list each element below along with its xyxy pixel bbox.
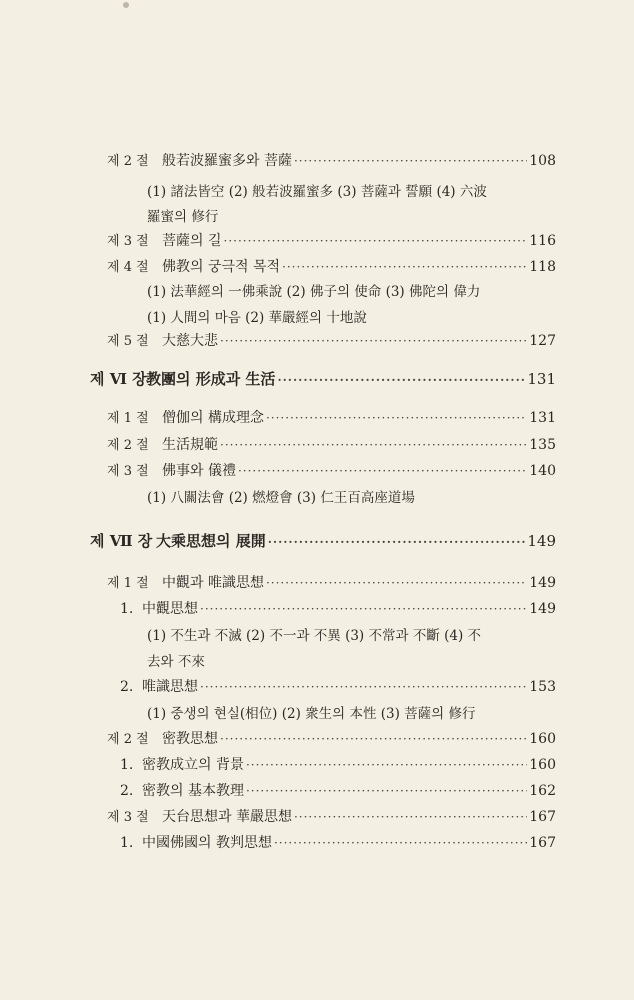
- dot-leader: [224, 234, 528, 248]
- entry-page: 116: [529, 233, 556, 249]
- toc-entry-subsection[interactable]: [0, 676, 634, 696]
- dot-leader: [200, 680, 527, 694]
- toc-entry-section[interactable]: [0, 728, 634, 748]
- entry-title: 般若波羅蜜多와 菩薩: [162, 153, 292, 169]
- dot-leader: [268, 535, 526, 549]
- entry-page: 167: [529, 809, 556, 825]
- entry-page: 135: [529, 437, 556, 453]
- toc-entry-subsection[interactable]: [0, 780, 634, 800]
- entry-page: 118: [529, 259, 556, 275]
- entry-label: 제 1 절: [107, 411, 149, 426]
- dot-leader: [246, 758, 527, 772]
- page-corner-mark: [123, 2, 129, 8]
- toc-entry-section[interactable]: [0, 460, 634, 480]
- entry-title: 天台思想과 華嚴思想: [162, 809, 292, 825]
- dot-leader: [200, 602, 527, 616]
- entry-subtopics: (1) 중생의 현실(相位) (2) 衆生의 本性 (3) 菩薩의 修行: [147, 706, 476, 722]
- entry-title: 密教思想: [162, 731, 218, 747]
- entry-title: 佛教의 궁극적 목적: [162, 259, 281, 275]
- entry-page: 160: [529, 731, 556, 747]
- entry-page: 140: [529, 463, 556, 479]
- entry-label: 제 2 절: [107, 154, 149, 169]
- toc-entry-section[interactable]: [0, 230, 634, 250]
- entry-subtopics: (1) 不生과 不滅 (2) 不一과 不異 (3) 不常과 不斷 (4) 不: [147, 628, 482, 644]
- entry-subtopics: (1) 法華經의 一佛乘說 (2) 佛子의 使命 (3) 佛陀의 偉力: [147, 284, 481, 300]
- entry-page: 160: [529, 757, 556, 773]
- entry-label: 제 2 절: [107, 438, 149, 453]
- entry-label: 제 Ⅵ 장: [90, 370, 147, 388]
- entry-label: 제 3 절: [107, 810, 149, 825]
- entry-title: 密教成立의 背景: [142, 757, 244, 773]
- entry-title: 教團의 形成과 生活: [146, 370, 276, 388]
- dot-leader: [294, 810, 527, 824]
- entry-page: 149: [527, 532, 556, 550]
- toc-entry-section[interactable]: [0, 806, 634, 826]
- entry-page: 108: [529, 153, 556, 169]
- dot-leader: [277, 373, 525, 387]
- toc-entry-subsection[interactable]: [0, 754, 634, 774]
- entry-page: 162: [529, 783, 556, 799]
- entry-title: 中觀思想: [142, 601, 198, 617]
- entry-title: 菩薩의 길: [162, 233, 222, 249]
- entry-page: 127: [529, 333, 556, 349]
- entry-label: 제 2 절: [107, 732, 149, 747]
- entry-page: 149: [529, 575, 556, 591]
- entry-page: 149: [529, 601, 556, 617]
- entry-page: 153: [529, 679, 556, 695]
- entry-title: 僧伽의 構成理念: [162, 410, 264, 426]
- toc-entry-section[interactable]: [0, 407, 634, 427]
- toc-entry-section[interactable]: [0, 434, 634, 454]
- entry-title: 生活規範: [162, 437, 218, 453]
- entry-subtopics: 羅蜜의 修行: [147, 209, 219, 225]
- toc-entry-section[interactable]: [0, 330, 634, 350]
- dot-leader: [246, 784, 527, 798]
- dot-leader: [238, 464, 527, 478]
- entry-subtopics: (1) 人間의 마음 (2) 華嚴經의 十地說: [147, 310, 367, 326]
- toc-entry-chapter[interactable]: [0, 368, 634, 389]
- toc-entry-section[interactable]: [0, 150, 634, 170]
- entry-title: 唯識思想: [142, 679, 198, 695]
- entry-label: 1.: [120, 835, 134, 851]
- entry-subtopics: (1) 諸法皆空 (2) 般若波羅蜜多 (3) 菩薩과 誓願 (4) 六波: [147, 184, 487, 200]
- entry-label: 제 3 절: [107, 234, 149, 249]
- entry-page: 131: [529, 410, 556, 426]
- entry-page: 167: [529, 835, 556, 851]
- toc-entry-chapter[interactable]: [0, 530, 634, 551]
- entry-label: 제 1 절: [107, 576, 149, 591]
- entry-label: 1.: [120, 601, 134, 617]
- entry-label: 제 Ⅶ 장: [90, 532, 153, 550]
- dot-leader: [220, 732, 527, 746]
- entry-subtopics: 去와 不來: [147, 654, 205, 670]
- entry-label: 2.: [120, 679, 134, 695]
- toc-entry-section[interactable]: [0, 572, 634, 592]
- entry-title: 中國佛國의 教判思想: [142, 835, 272, 851]
- dot-leader: [266, 576, 527, 590]
- entry-label: 2.: [120, 783, 134, 799]
- dot-leader: [220, 334, 527, 348]
- entry-title: 中觀과 唯識思想: [162, 575, 264, 591]
- entry-title: 密教의 基本教理: [142, 783, 244, 799]
- entry-page: 131: [527, 370, 556, 388]
- toc-entry-subsection[interactable]: [0, 832, 634, 852]
- entry-label: 제 4 절: [107, 260, 149, 275]
- dot-leader: [294, 154, 527, 168]
- entry-title: 大乘思想의 展開: [156, 532, 266, 550]
- entry-title: 佛事와 儀禮: [162, 463, 236, 479]
- entry-label: 1.: [120, 757, 134, 773]
- entry-label: 제 3 절: [107, 464, 149, 479]
- dot-leader: [274, 836, 527, 850]
- dot-leader: [282, 260, 527, 274]
- entry-title: 大慈大悲: [162, 333, 218, 349]
- toc-entry-subsection[interactable]: [0, 598, 634, 618]
- toc-entry-section[interactable]: [0, 256, 634, 276]
- entry-subtopics: (1) 八關法會 (2) 燃燈會 (3) 仁王百高座道場: [147, 490, 415, 506]
- entry-label: 제 5 절: [107, 334, 149, 349]
- dot-leader: [220, 438, 527, 452]
- dot-leader: [266, 411, 527, 425]
